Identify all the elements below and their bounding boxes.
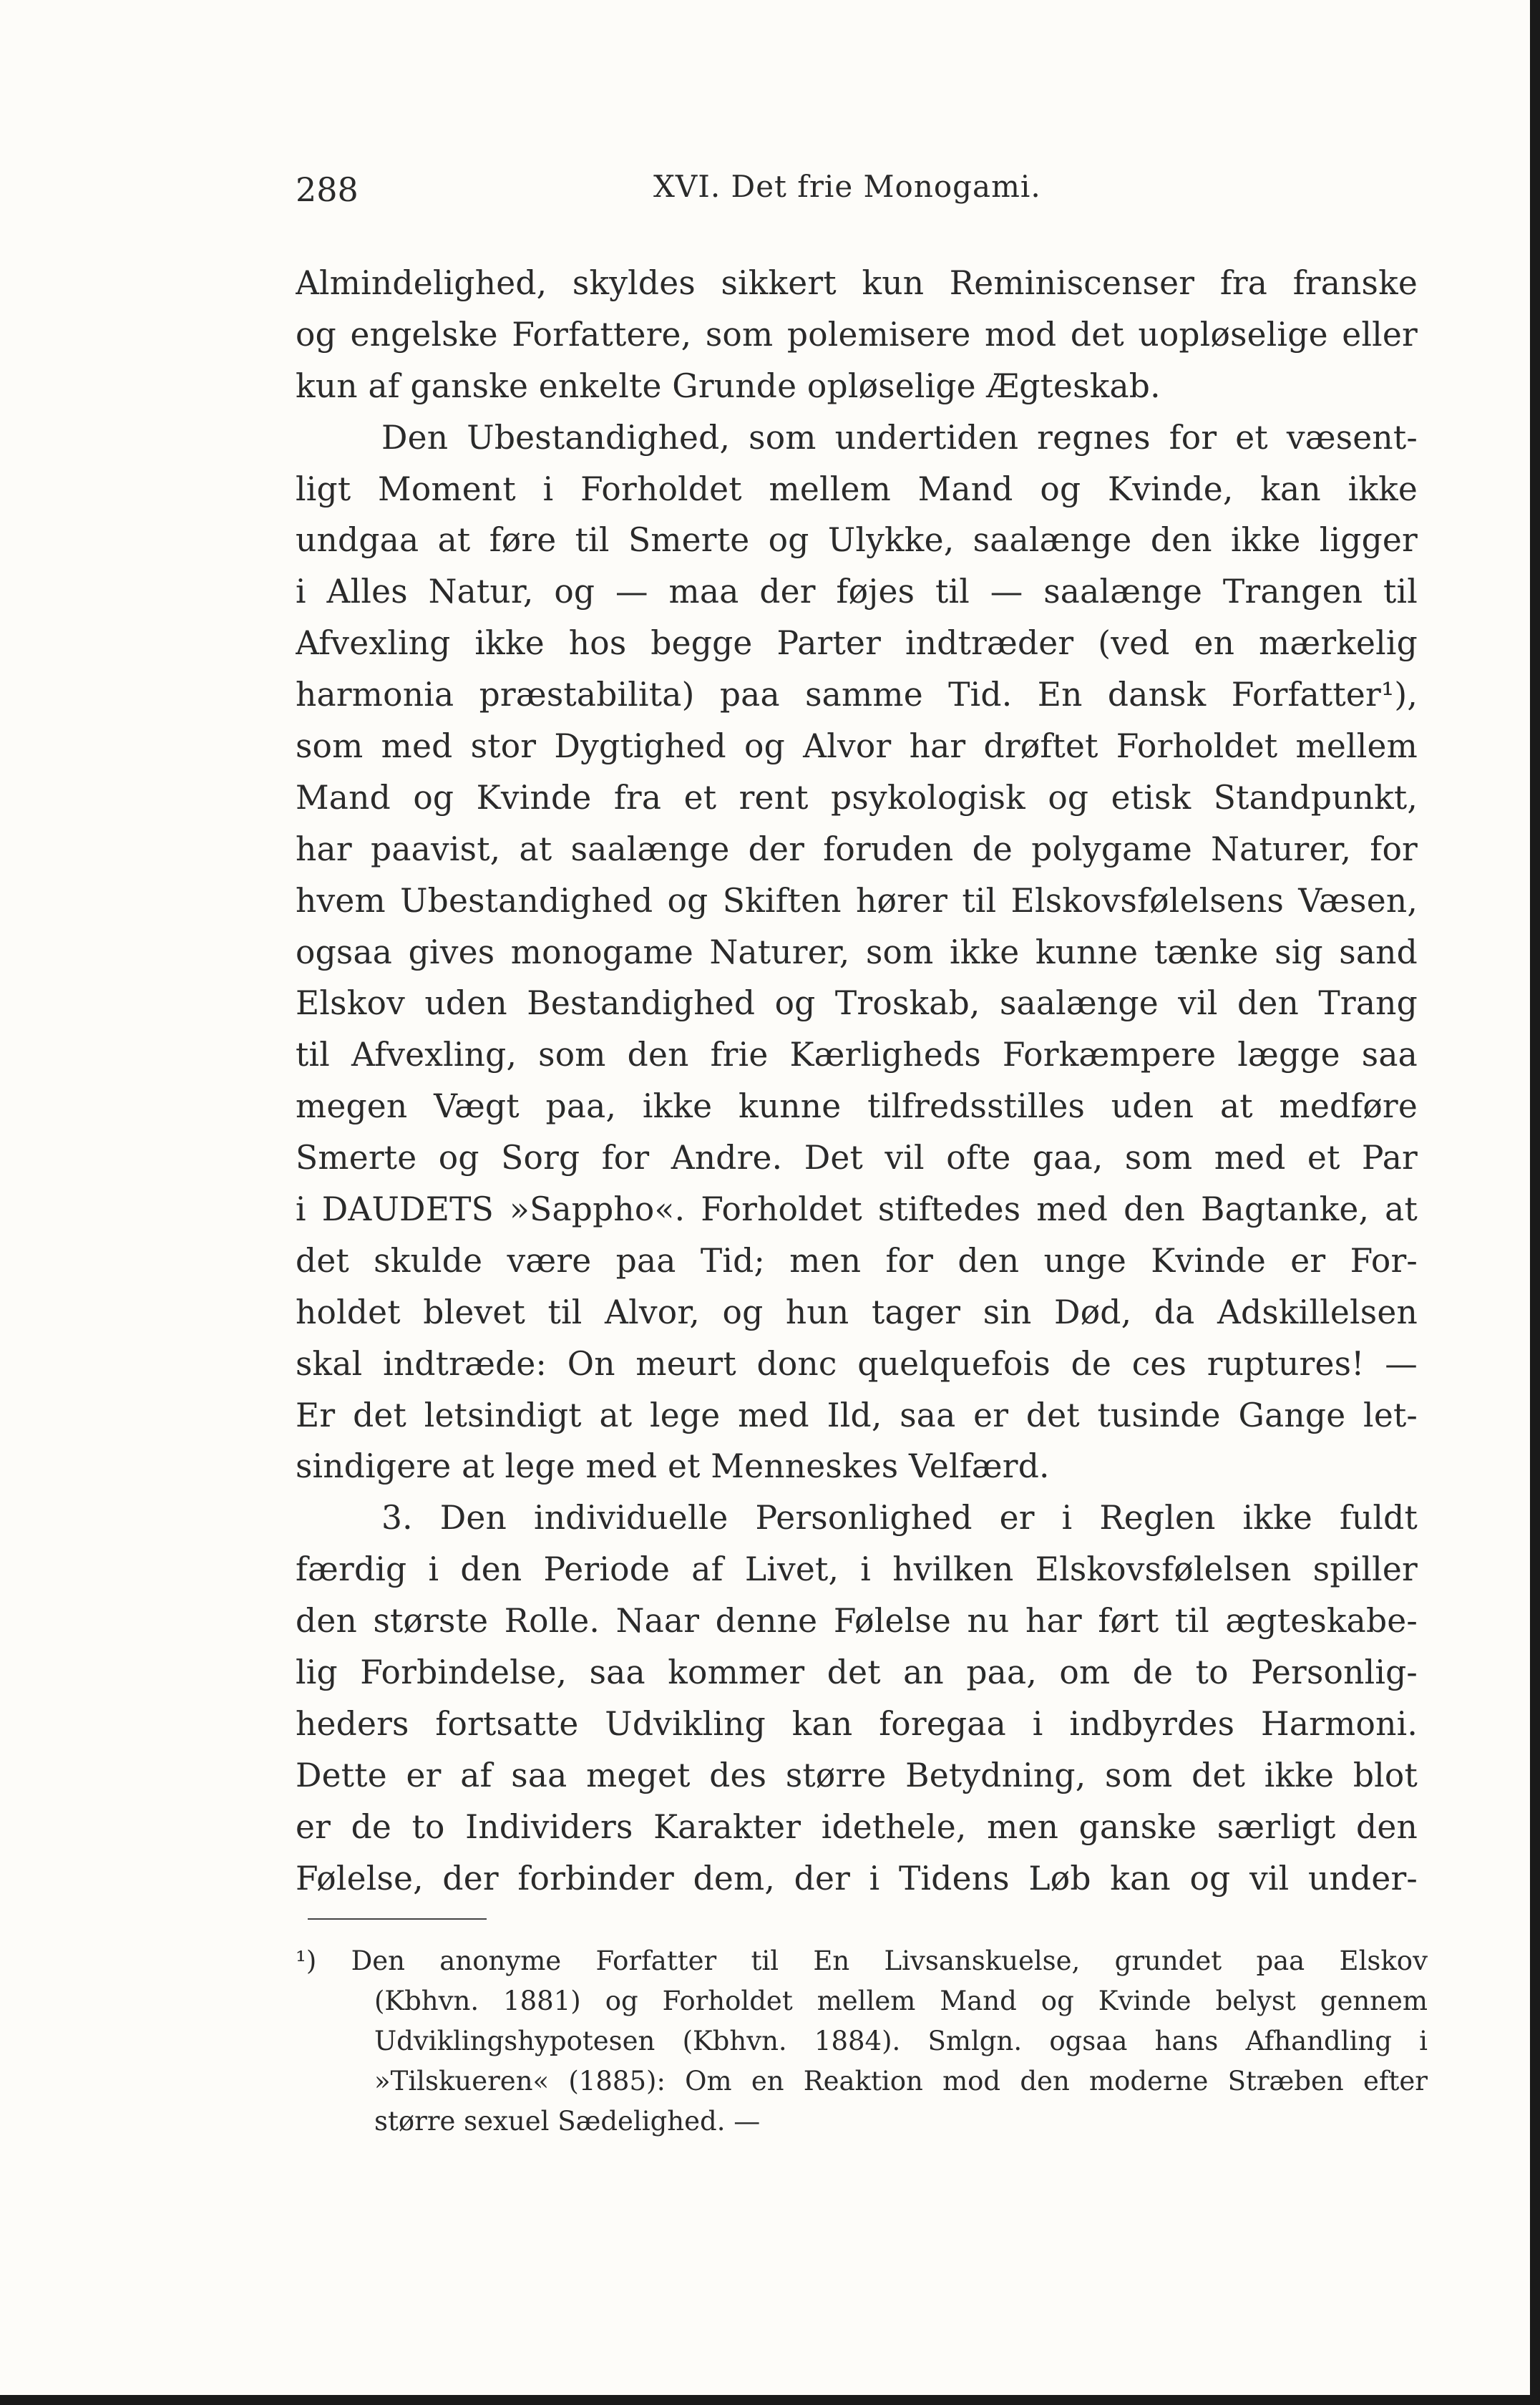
running-title: XVI. Det frie Monogami.	[653, 169, 1041, 204]
text-line: Afvexling ikke hos begge Parter indtræder (ved en mærkelig	[296, 624, 1418, 663]
text-line: lig Forbindelse, saa kommer det an paa, om de to Personlig-	[296, 1653, 1418, 1692]
text-line: heders fortsatte Udvikling kan foregaa i indbyrdes Harmoni.	[296, 1704, 1418, 1743]
text-line: megen Vægt paa, ikke kunne tilfredsstilles uden at medføre	[296, 1087, 1418, 1126]
text-line: til Afvexling, som den frie Kærligheds Forkæmpere lægge saa	[296, 1036, 1418, 1074]
text-line: ligt Moment i Forholdet mellem Mand og Kvinde, kan ikke	[296, 470, 1418, 508]
footnote-rule	[308, 1918, 487, 1920]
body-text	[296, 258, 1418, 1905]
text-line: det skulde være paa Tid; men for den unge Kvinde er For-	[296, 1241, 1418, 1280]
text-line: i Alles Natur, og — maa der føjes til — saalænge Trangen til	[296, 573, 1418, 611]
footnote-line: »Tilskueren« (1885): Om en Reaktion mod den moderne Stræben efter	[374, 2066, 1428, 2097]
text-line: Den Ubestandighed, som undertiden regnes for et væsent-	[381, 418, 1418, 457]
footnotes	[296, 1941, 1428, 2142]
text-line: er de to Individers Karakter idethele, men ganske særligt den	[296, 1807, 1418, 1846]
text-line: ogsaa gives monogame Naturer, som ikke kunne tænke sig sand	[296, 933, 1418, 971]
text-line: Mand og Kvinde fra et rent psykologisk og etisk Standpunkt,	[296, 778, 1418, 817]
text-line: holdet blevet til Alvor, og hun tager sin Død, da Adskillelsen	[296, 1293, 1418, 1331]
text-line: hvem Ubestandighed og Skiften hører til Elskovsfølelsens Væsen,	[296, 881, 1418, 920]
text-line: i DAUDETS »Sappho«. Forholdet stiftedes med den Bagtanke, at	[296, 1190, 1418, 1229]
text-line: som med stor Dygtighed og Alvor har drøftet Forholdet mellem	[296, 727, 1418, 766]
text-line: harmonia præstabilita) paa samme Tid. En dansk Forfatter¹),	[296, 676, 1418, 714]
page-header	[296, 163, 1140, 213]
text-line: færdig i den Periode af Livet, i hvilken Elskovsfølelsen spiller	[296, 1550, 1418, 1589]
text-line: undgaa at føre til Smerte og Ulykke, saalænge den ikke ligger	[296, 521, 1418, 560]
footnote-line: (Kbhvn. 1881) og Forholdet mellem Mand og Kvinde belyst gennem	[374, 1986, 1428, 2016]
footnote-line: større sexuel Sædelighed. —	[374, 2106, 761, 2137]
footnote-line: Udviklingshypotesen (Kbhvn. 1884). Smlgn. ogsaa hans Afhandling i	[374, 2026, 1428, 2056]
text-line: den største Rolle. Naar denne Følelse nu har ført til ægteskabe-	[296, 1602, 1418, 1641]
text-line: Følelse, der forbinder dem, der i Tidens Løb kan og vil under-	[296, 1859, 1418, 1898]
page-number: 288	[296, 170, 359, 209]
text-line: Almindelighed, skyldes sikkert kun Reminiscenser fra franske	[296, 264, 1418, 302]
text-line: skal indtræde: On meurt donc quelquefois de ces ruptures! —	[296, 1344, 1418, 1383]
text-line: Dette er af saa meget des større Betydning, som det ikke blot	[296, 1756, 1418, 1794]
text-line: 3. Den individuelle Personlighed er i Reglen ikke fuldt	[381, 1499, 1418, 1537]
text-line: har paavist, at saalænge der foruden de polygame Naturer, for	[296, 830, 1418, 868]
text-line: og engelske Forfattere, som polemisere mod det uopløselige eller	[296, 315, 1418, 354]
text-line: sindigere at lege med et Menneskes Velfærd.	[296, 1447, 1050, 1486]
footnote-line: ¹) Den anonyme Forfatter til En Livsanskuelse, grundet paa Elskov	[296, 1945, 1428, 1976]
text-line: Smerte og Sorg for Andre. Det vil ofte gaa, som med et Par	[296, 1139, 1418, 1177]
text-line: Elskov uden Bestandighed og Troskab, saalænge vil den Trang	[296, 984, 1418, 1023]
text-line: kun af ganske enkelte Grunde opløselige Ægteskab.	[296, 366, 1161, 405]
text-line: Er det letsindigt at lege med Ild, saa er det tusinde Gange let-	[296, 1396, 1418, 1434]
